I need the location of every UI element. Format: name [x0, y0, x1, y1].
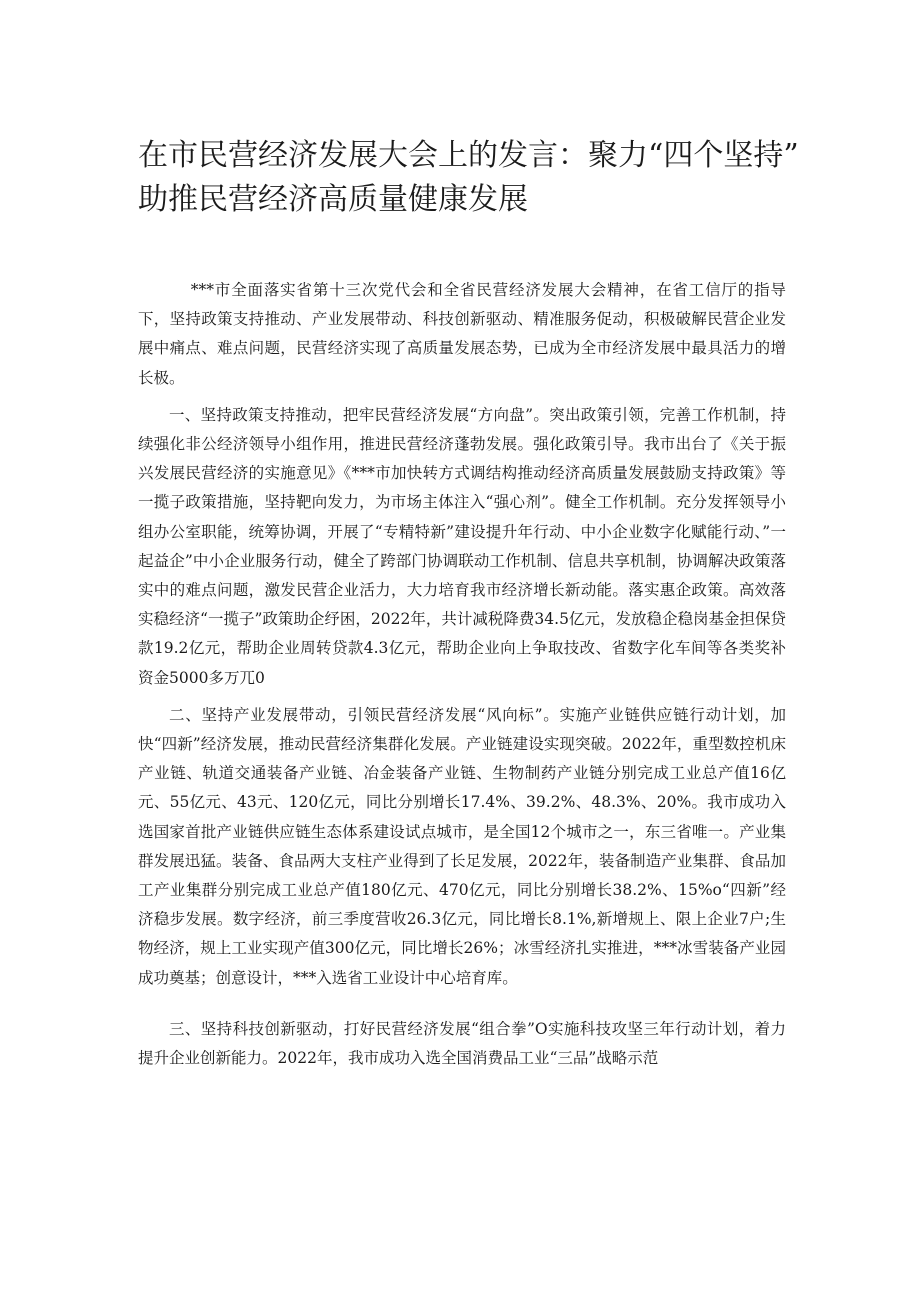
paragraph-section-3: 三、坚持科技创新驱动，打好民营经济发展“组合拳”O实施科技攻坚三年行动计划，着力提升企业创新能力。2022年，我市成功入选全国消费品工业“三品”战略示范 — [138, 1019, 786, 1068]
title-line-2: 助推民营经济高质量健康发展 — [138, 182, 528, 217]
paragraph-spacer — [138, 393, 786, 401]
document-body — [138, 276, 786, 1073]
paragraph-intro: ***市全面落实省第十三次党代会和全省民营经济发展大会精神，在省工信厅的指导下，坚持政策支持推动、产业发展带动、科技创新驱动、精准服务促动，积极破解民营企业发展中痛点、难点问题，民营经济实现了高质量发展态势，已成为全市经济发展中最具活力的增长极。 — [138, 281, 786, 387]
page-title — [138, 134, 798, 222]
title-line-1: 在市民营经济发展大会上的发言：聚力“四个坚持” — [138, 138, 799, 173]
paragraph-spacer — [138, 993, 786, 1015]
paragraph-spacer — [138, 693, 786, 701]
paragraph-section-1: 一、坚持政策支持推动，把牢民营经济发展“方向盘”。突出政策引领，完善工作机制，持续强化非公经济领导小组作用，推进民营经济蓬勃发展。强化政策引导。我市出台了《关于振兴发展民营经济的实施意见》《***市加快转方式调结构推动经济高质量发展鼓励支持政策》等一揽子政策措施，坚持靶向发力，为市场主体注入“强心剂”。健全工作机制。充分发挥领导小组办公室职能，统筹协调，开展了“专精特新”建设提升年行动、中小企业数字化赋能行动、”一起益企”中小企业服务行动，健全了跨部门协调联动工作机制、信息共享机制，协调解决政策落实中的难点问题，激发民营企业活力，大力培育我市经济增长新动能。落实惠企政策。高效落实稳经济“一揽子”政策助企纾困，2022年，共计减税降费34.5亿元，发放稳企稳岗基金担保贷款19.2亿元，帮助企业周转贷款4.3亿元，帮助企业向上争取技改、省数字化车间等各类奖补资金5000多万兀0 — [138, 405, 786, 687]
paragraph-section-2: 二、坚持产业发展带动，引领民营经济发展“风向标”。实施产业链供应链行动计划，加快“四新”经济发展，推动民营经济集群化发展。产业链建设实现突破。2022年，重型数控机床产业链、轨道交通装备产业链、冶金装备产业链、生物制药产业链分别完成工业总产值16亿元、55亿元、43元、120亿元，同比分别增长17.4%、39.2%、48.3%、20%。我市成功入选国家首批产业链供应链生态体系建设试点城市，是全国12个城市之一，东三省唯一。产业集群发展迅猛。装备、食品两大支柱产业得到了长足发展，2022年，装备制造产业集群、食品加工产业集群分别完成工业总产值180亿元、470亿元，同比分别增长38.2%、15%o“四新”经济稳步发展。数字经济，前三季度营收26.3亿元，同比增长8.1%,新增规上、限上企业7户;生物经济，规上工业实现产值300亿元，同比增长26%；冰雪经济扎实推进，***冰雪装备产业园成功奠基；创意设计，***入选省工业设计中心培育库。 — [138, 705, 786, 987]
